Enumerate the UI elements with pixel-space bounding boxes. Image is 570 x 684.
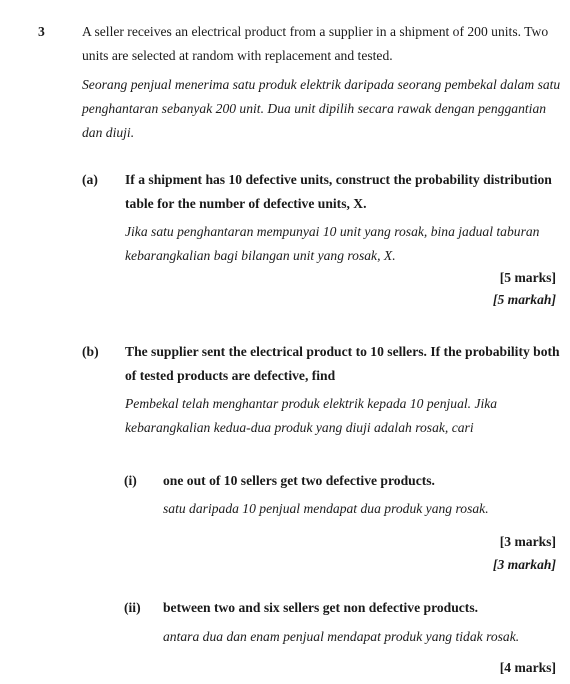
part-b-label: (b): [82, 344, 99, 359]
part-b-i-marks-english: [3 marks]: [499, 534, 556, 549]
part-a-marks-english: [5 marks]: [499, 270, 556, 285]
part-b-ii-label: (ii): [124, 600, 141, 615]
part-b-i-text-malay: satu daripada 10 penjual mendapat dua produk yang rosak.: [163, 501, 489, 516]
question-stem-malay: Seorang penjual menerima satu produk elektrik daripada seorang pembekal dalam satu penghantaran sebanyak 200 unit. Dua unit dipilih secara rawak dengan penggantian dan diuji.: [82, 77, 561, 140]
part-b-ii-text-malay: antara dua dan enam penjual mendapat produk yang tidak rosak.: [163, 629, 520, 644]
part-b-i-label: (i): [124, 473, 137, 488]
part-b-i-marks-malay: [3 markah]: [492, 557, 556, 572]
part-a-marks-malay: [5 markah]: [492, 292, 556, 307]
question-stem-english: A seller receives an electrical product from a supplier in a shipment of 200 units. Two units are selected at random with replacement and tested.: [82, 24, 549, 63]
part-b-ii-text-english: between two and six sellers get non defective products.: [163, 600, 479, 615]
part-b-text-malay: Pembekal telah menghantar produk elektrik kepada 10 penjual. Jika kebarangkalian kedua-dua produk yang diuji adalah rosak, cari: [125, 396, 498, 435]
part-b-i-text-english: one out of 10 sellers get two defective products.: [163, 473, 435, 488]
part-a-text-english: If a shipment has 10 defective units, construct the probability distribution table for the number of defective units, X.: [125, 172, 552, 211]
part-b-ii-marks-english: [4 marks]: [499, 660, 556, 675]
part-a-text-malay: Jika satu penghantaran mempunyai 10 unit yang rosak, bina jadual taburan kebarangkalian bagi bilangan unit yang rosak, X.: [125, 224, 540, 263]
part-b-text-english: The supplier sent the electrical product to 10 sellers. If the probability both of tested products are defective, find: [125, 344, 560, 383]
question-number: 3: [38, 24, 45, 39]
part-a-label: (a): [82, 172, 98, 187]
